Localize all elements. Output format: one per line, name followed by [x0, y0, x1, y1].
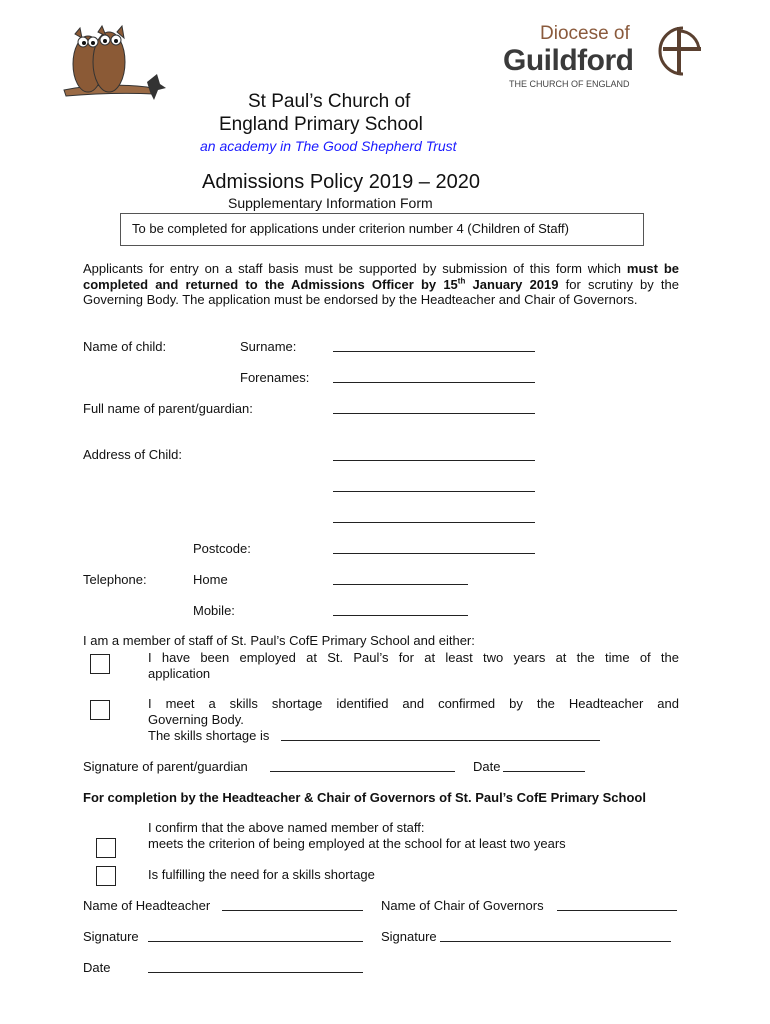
forenames-label: Forenames:: [240, 370, 310, 385]
form-subtitle: Supplementary Information Form: [228, 195, 433, 211]
mobile-label: Mobile:: [193, 603, 235, 618]
option2-line1: I meet a skills shortage identified and confirmed by the Headteacher and: [148, 696, 679, 711]
confirm-option2-checkbox[interactable]: [96, 866, 116, 886]
school-name-line2: England Primary School: [219, 114, 423, 135]
option2-checkbox[interactable]: [90, 700, 110, 720]
owl-logo-icon: [62, 24, 167, 104]
completion-heading: For completion by the Headteacher & Chair of Governors of St. Paul’s CofE Primary School: [83, 790, 646, 805]
surname-field[interactable]: [333, 351, 535, 352]
option1-line2: application: [148, 666, 211, 681]
address-field-line1[interactable]: [333, 460, 535, 461]
skills-shortage-field[interactable]: [281, 740, 600, 741]
postcode-label: Postcode:: [193, 541, 251, 556]
intro-deadline: must be completed and returned to the Admissions Officer by 15: [83, 261, 679, 292]
chair-name-label: Name of Chair of Governors: [381, 898, 544, 913]
address-field-line2[interactable]: [333, 491, 535, 492]
staff-statement: I am a member of staff of St. Paul’s CofE Primary School and either:: [83, 633, 475, 648]
parent-name-label: Full name of parent/guardian:: [83, 401, 253, 416]
headteacher-signature-label: Signature: [83, 929, 139, 944]
confirm-option2-text: Is fulfilling the need for a skills shortage: [148, 867, 375, 882]
notice-text: To be completed for applications under criterion number 4 (Children of Staff): [132, 221, 569, 236]
chair-name-field[interactable]: [557, 910, 677, 911]
headteacher-name-label: Name of Headteacher: [83, 898, 211, 913]
intro-text: Applicants for entry on a staff basis must be supported by submission of this form which: [83, 261, 627, 276]
intro-sup: th: [457, 276, 466, 286]
telephone-label: Telephone:: [83, 572, 147, 587]
confirm-option1-text: meets the criterion of being employed at the school for at least two years: [148, 836, 566, 851]
address-field-line3[interactable]: [333, 522, 535, 523]
forenames-field[interactable]: [333, 382, 535, 383]
school-name-line1: St Paul’s Church of: [248, 91, 411, 112]
address-label: Address of Child:: [83, 447, 182, 462]
diocese-logo-line1: Diocese of: [540, 23, 630, 44]
parent-signature-field[interactable]: [270, 771, 455, 772]
surname-label: Surname:: [240, 339, 297, 354]
option1-line1: I have been employed at St. Paul’s for at least two years at the time of the: [148, 650, 679, 665]
completion-date-label: Date: [83, 960, 111, 975]
intro-paragraph: [83, 261, 679, 308]
confirm-option1-checkbox[interactable]: [96, 838, 116, 858]
headteacher-name-field[interactable]: [222, 910, 363, 911]
notice-box: [120, 213, 644, 246]
parent-signature-label: Signature of parent/guardian: [83, 759, 248, 774]
option2-line2: Governing Body.: [148, 712, 244, 727]
home-phone-field[interactable]: [333, 584, 468, 585]
intro-deadline-date: January 2019: [465, 276, 559, 292]
intro-text-end: for scrutiny by the Governing Body. The application must be endorsed by the Headteacher and Chair of Governors.: [83, 276, 679, 308]
form-title: Admissions Policy 2019 – 2020: [202, 171, 480, 193]
chair-signature-label: Signature: [381, 929, 437, 944]
headteacher-signature-field[interactable]: [148, 941, 363, 942]
option1-checkbox[interactable]: [90, 654, 110, 674]
completion-date-field[interactable]: [148, 972, 363, 973]
home-label: Home: [193, 572, 228, 587]
parent-name-field[interactable]: [333, 413, 535, 414]
date-field[interactable]: [503, 771, 585, 772]
mobile-phone-field[interactable]: [333, 615, 468, 616]
diocese-cross-icon: [655, 25, 705, 77]
chair-signature-field[interactable]: [440, 941, 671, 942]
diocese-logo-line3: THE CHURCH OF ENGLAND: [509, 79, 630, 89]
skills-shortage-label: The skills shortage is: [148, 728, 270, 743]
academy-line: an academy in The Good Shepherd Trust: [200, 138, 457, 154]
diocese-logo-line2: Guildford: [503, 44, 634, 77]
postcode-field[interactable]: [333, 553, 535, 554]
confirm-line: I confirm that the above named member of staff:: [148, 820, 425, 835]
date-label: Date: [473, 759, 501, 774]
name-of-child-label: Name of child:: [83, 339, 167, 354]
